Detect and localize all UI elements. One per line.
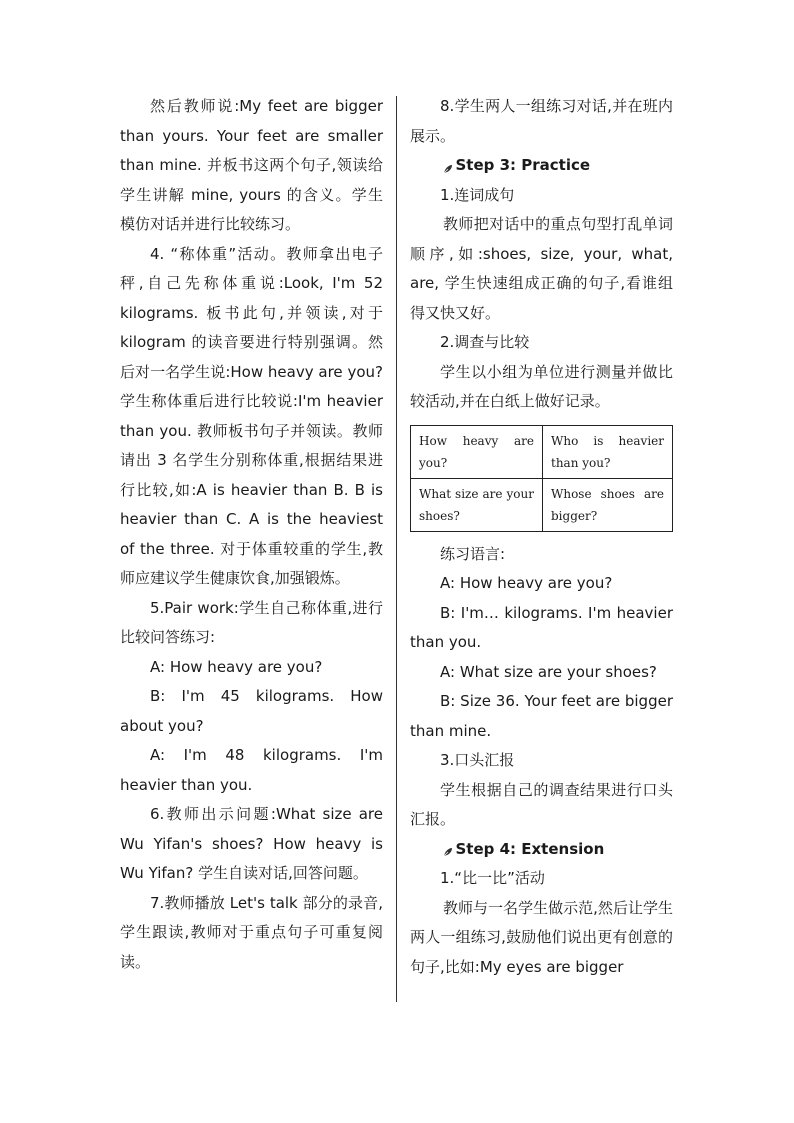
table-row bbox=[411, 478, 673, 531]
left-column bbox=[120, 92, 383, 977]
sub-heading: 1.连词成句 bbox=[440, 185, 515, 204]
step-title: Step 4: Extension bbox=[455, 839, 605, 858]
survey-table bbox=[410, 425, 673, 532]
paragraph: 4. “称体重”活动。教师拿出电子秤,自己先称体重说:Look, I'm 52 kilograms. 板书此句,并领读,对于 kilogram 的读音要进行特别强调。然后对一名学生说:How heavy are you? 学生称体重后进行比较说:I'm heavier than you. 教师板书句子并领读。教师请出 3 名学生分别称体重,根据结果进行比较,如:A is heavier than B. B is heavier than C. A is the heaviest of the three. 对于体重较重的学生,教师应建议学生健康饮食,加强锻炼。 bbox=[120, 244, 383, 587]
dialogue-line: B: I'm 45 kilograms. How about you? bbox=[120, 687, 383, 735]
paragraph: 教师把对话中的重点句型打乱单词顺序,如:shoes, size, your, what, are, 学生快速组成正确的句子,看谁组得又快又好。 bbox=[410, 215, 673, 322]
paragraph: 5.Pair work:学生自己称体重,进行比较问答练习: bbox=[120, 598, 383, 646]
feather-quill-icon bbox=[439, 159, 453, 173]
paragraph: 6.教师出示问题:What size are Wu Yifan's shoes? How heavy is Wu Yifan? 学生自读对话,回答问题。 bbox=[120, 805, 383, 882]
step-title: Step 3: Practice bbox=[455, 156, 591, 174]
sub-heading: 3.口头汇报 bbox=[440, 751, 515, 769]
dialogue-line: B: Size 36. Your feet are bigger than mine. bbox=[410, 692, 673, 740]
right-column bbox=[410, 92, 673, 982]
step-heading bbox=[439, 835, 674, 865]
paragraph: 学生以小组为单位进行测量并做比较活动,并在白纸上做好记录。 bbox=[410, 362, 673, 410]
dialogue-line: B: I'm… kilograms. I'm heavier than you. bbox=[410, 603, 673, 651]
paragraph: 7.教师播放 Let's talk 部分的录音,学生跟读,教师对于重点句子可重复阅读。 bbox=[120, 893, 383, 971]
paragraph: 然后教师说:My feet are bigger than yours. Your feet are smaller than mine. 并板书这两个句子,领读给学生讲解 mine, yours 的含义。学生模仿对话并进行比较练习。 bbox=[120, 97, 383, 233]
feather-quill-icon bbox=[439, 842, 453, 856]
step-heading bbox=[439, 151, 674, 181]
dialogue-line: A: How heavy are you? bbox=[440, 574, 613, 592]
table-cell: How heavy are you? bbox=[411, 425, 543, 478]
sub-heading: 2.调查与比较 bbox=[440, 333, 530, 351]
column-divider bbox=[396, 96, 397, 1002]
dialogue-line: A: How heavy are you? bbox=[150, 657, 323, 676]
table-row bbox=[411, 425, 673, 478]
paragraph: 学生根据自己的调查结果进行口头汇报。 bbox=[410, 780, 673, 828]
table-cell: What size are your shoes? bbox=[411, 478, 543, 531]
dialogue-line: A: What size are your shoes? bbox=[440, 662, 657, 681]
table-cell: Who is heavier than you? bbox=[543, 425, 673, 478]
label: 练习语言: bbox=[440, 544, 506, 563]
paragraph: 教师与一名学生做示范,然后让学生两人一组练习,鼓励他们说出更有创意的句子,比如:My eyes are bigger bbox=[410, 898, 673, 976]
sub-heading: 1.“比一比”活动 bbox=[440, 869, 545, 887]
paragraph: 8.学生两人一组练习对话,并在班内展示。 bbox=[410, 97, 673, 145]
dialogue-line: A: I'm 48 kilograms. I'm heavier than you. bbox=[120, 746, 383, 794]
table-cell: Whose shoes are bigger? bbox=[543, 478, 673, 531]
